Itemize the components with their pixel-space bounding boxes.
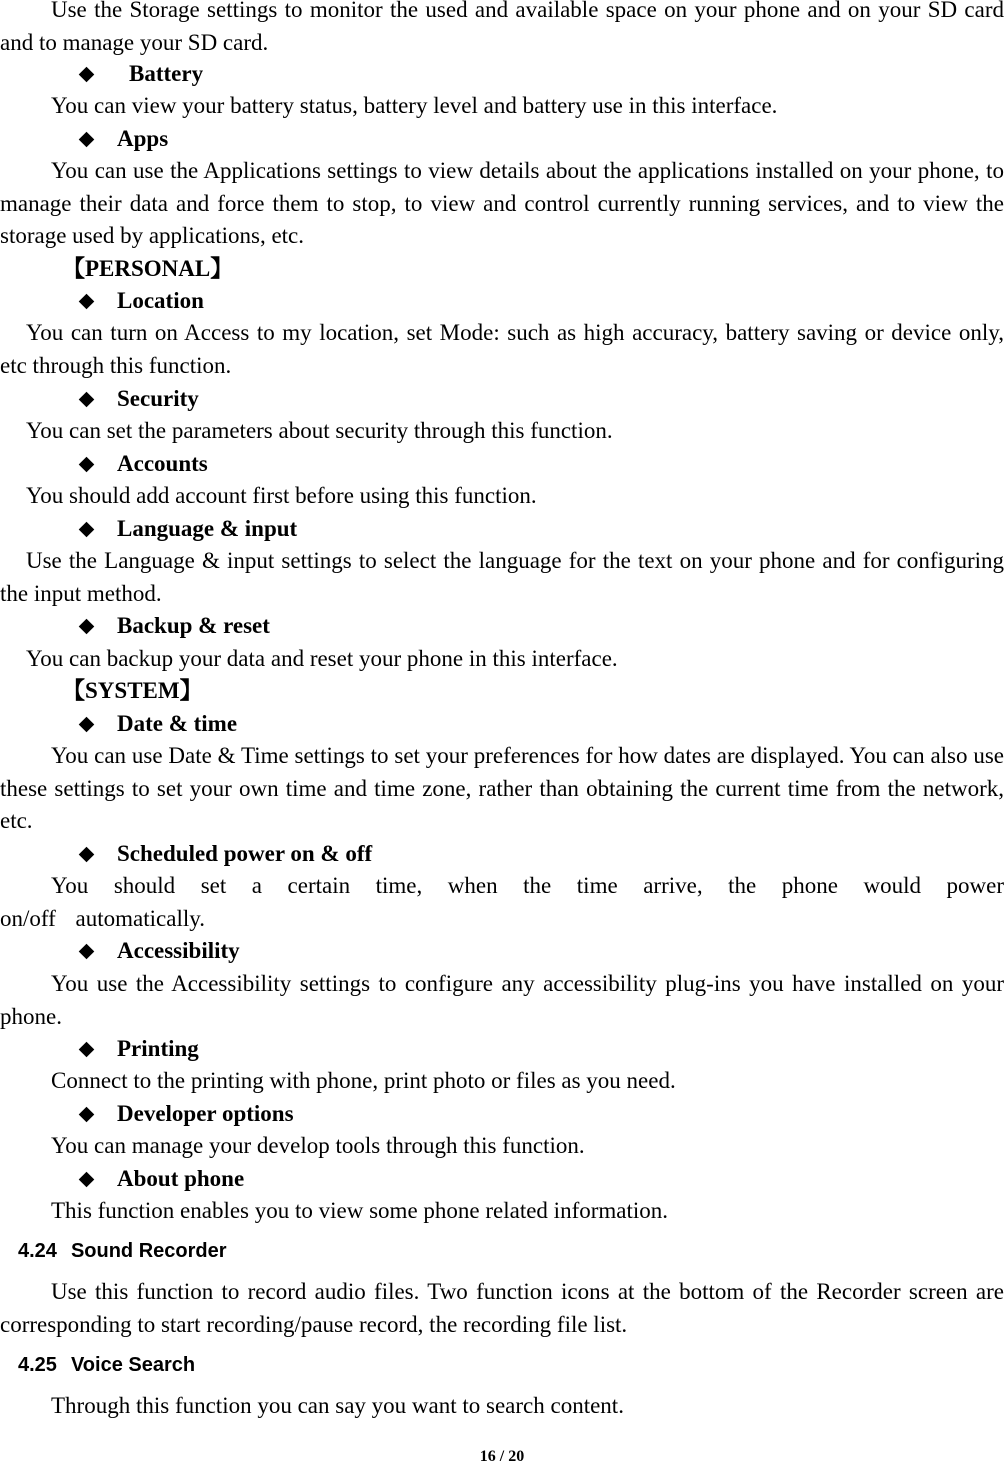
heading-label: Backup & reset [117,613,270,638]
heading-label: Accounts [117,451,208,476]
heading-label: Printing [117,1036,199,1061]
developer-options-paragraph: You can manage your develop tools through this function. [51,1133,585,1158]
diamond-bullet-icon [79,1171,95,1187]
page-number: 16 / 20 [479,1448,525,1465]
diamond-bullet-icon [79,391,95,407]
heading-label: About phone [117,1166,245,1191]
diamond-bullet-icon [79,521,95,537]
heading-label: Battery [129,61,204,86]
heading-accounts [78,448,208,480]
section-number: 4.25 [18,1354,57,1376]
heading-backup-reset [78,610,270,642]
security-paragraph: You can set the parameters about security through this function. [26,418,613,443]
diamond-bullet-icon [79,1041,95,1057]
heading-date-time [78,708,237,740]
heading-label: Developer options [117,1101,294,1126]
heading-accessibility [78,935,240,967]
diamond-bullet-icon [79,618,95,634]
heading-scheduled-power [78,838,372,870]
diamond-bullet-icon [79,131,95,147]
heading-label: Language & input [117,516,298,541]
accounts-paragraph: You should add account first before using this function. [26,483,537,508]
section-heading-sound-recorder [18,1237,227,1265]
storage-paragraph: Use the Storage settings to monitor the used and available space on your phone and on your SD card and to manage your SD card. [0,0,1004,55]
location-paragraph: You can turn on Access to my location, set Mode: such as high accuracy, battery saving or device only, etc through this function. [0,320,1004,378]
system-section-label: 【SYSTEM】 [62,678,203,703]
printing-paragraph: Connect to the printing with phone, print photo or files as you need. [51,1068,676,1093]
diamond-bullet-icon [79,716,95,732]
heading-developer-options [78,1098,294,1130]
date-time-paragraph: You can use Date & Time settings to set your preferences for how dates are displayed. You can also use these settings to set your own time and time zone, rather than obtaining the current time from the network, etc. [0,743,1004,833]
scheduled-power-paragraph: You should set a certain time, when the time arrive, the phone would power on/off automatically. [0,873,1004,931]
heading-label: Accessibility [117,938,240,963]
heading-label: Location [117,288,204,313]
heading-printing [78,1033,199,1065]
apps-paragraph: You can use the Applications settings to view details about the applications installed on your phone, to manage their data and force them to stop, to view and control currently running services, and to view the storage used by applications, etc. [0,158,1004,248]
heading-language-input [78,513,297,545]
diamond-bullet-icon [79,66,95,82]
heading-label: Scheduled power on & off [117,841,373,866]
diamond-bullet-icon [79,293,95,309]
heading-location [78,285,204,317]
section-heading-voice-search [18,1351,195,1379]
heading-about-phone [78,1163,244,1195]
section-title: Sound Recorder [70,1240,227,1262]
section-number: 4.24 [18,1240,57,1262]
about-phone-paragraph: This function enables you to view some phone related information. [51,1198,669,1223]
diamond-bullet-icon [79,456,95,472]
personal-section-label: 【PERSONAL】 [62,256,234,281]
heading-battery [78,58,203,90]
heading-label: Security [117,386,199,411]
section-title: Voice Search [70,1354,196,1376]
voice-search-paragraph: Through this function you can say you want to search content. [51,1393,624,1418]
diamond-bullet-icon [79,846,95,862]
diamond-bullet-icon [79,943,95,959]
battery-paragraph: You can view your battery status, battery level and battery use in this interface. [51,93,778,118]
heading-label: Date & time [117,711,238,736]
accessibility-paragraph: You use the Accessibility settings to configure any accessibility plug-ins you have installed on your phone. [0,971,1004,1029]
heading-label: Apps [117,126,169,151]
heading-security [78,383,199,415]
diamond-bullet-icon [79,1106,95,1122]
sound-recorder-paragraph: Use this function to record audio files. Two function icons at the bottom of the Recorder screen are corresponding to start recording/pause record, the recording file list. [0,1279,1004,1337]
language-input-paragraph: Use the Language & input settings to select the language for the text on your phone and for configuring the input method. [0,548,1004,606]
heading-apps [78,123,168,155]
backup-reset-paragraph: You can backup your data and reset your phone in this interface. [26,646,618,671]
